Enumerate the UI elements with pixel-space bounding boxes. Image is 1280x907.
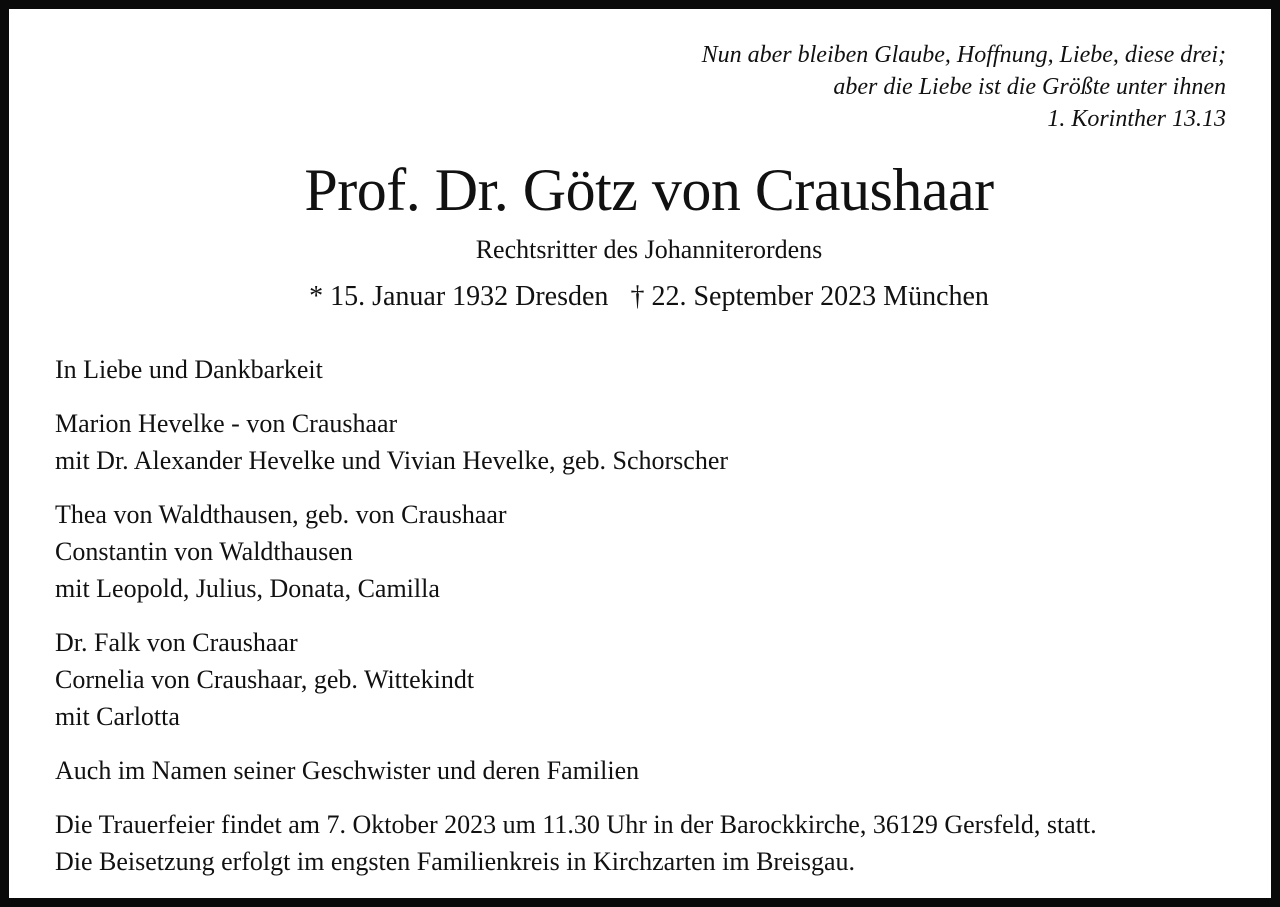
siblings-note: Auch im Namen seiner Geschwister und deren Familien xyxy=(55,756,640,785)
death-date: † 22. September 2023 München xyxy=(630,281,989,312)
verse-line-1: Nun aber bleiben Glaube, Hoffnung, Liebe, diese drei; xyxy=(701,42,1226,68)
mourner-line: mit Dr. Alexander Hevelke und Vivian Hevelke, geb. Schorscher xyxy=(55,446,729,475)
siblings-group xyxy=(55,752,1097,789)
deceased-honor: Rechtsritter des Johanniterordens xyxy=(475,235,823,264)
mourner-line: Cornelia von Craushaar, geb. Wittekindt xyxy=(55,665,475,694)
life-dates xyxy=(9,277,1280,317)
mourners-intro-group xyxy=(55,351,1097,388)
verse-line-2: aber die Liebe ist die Größte unter ihnen xyxy=(833,74,1226,100)
service-info xyxy=(55,806,1097,880)
burial-line: Die Beisetzung erfolgt im engsten Familienkreis in Kirchzarten im Breisgau. xyxy=(55,847,856,876)
mourner-line: mit Carlotta xyxy=(55,702,180,731)
mourners-intro: In Liebe und Dankbarkeit xyxy=(55,355,323,384)
mourners-section xyxy=(55,351,1097,897)
mourner-line: Constantin von Waldthausen xyxy=(55,537,353,566)
mourner-group-1 xyxy=(55,405,1097,479)
verse-reference: 1. Korinther 13.13 xyxy=(1047,106,1226,132)
mourner-group-2 xyxy=(55,496,1097,607)
mourner-group-3 xyxy=(55,624,1097,735)
mourner-line: Dr. Falk von Craushaar xyxy=(55,628,298,657)
mourner-line: mit Leopold, Julius, Donata, Camilla xyxy=(55,574,440,603)
funeral-service-line: Die Trauerfeier findet am 7. Oktober 2023 um 11.30 Uhr in der Barockkirche, 36129 Gersfeld, statt. xyxy=(55,810,1097,839)
bible-verse xyxy=(702,39,1226,135)
birth-date: * 15. Januar 1932 Dresden xyxy=(309,281,609,312)
mourner-line: Thea von Waldthausen, geb. von Craushaar xyxy=(55,500,507,529)
mourner-line: Marion Hevelke - von Craushaar xyxy=(55,409,398,438)
deceased-name: Prof. Dr. Götz von Craushaar xyxy=(304,157,994,223)
